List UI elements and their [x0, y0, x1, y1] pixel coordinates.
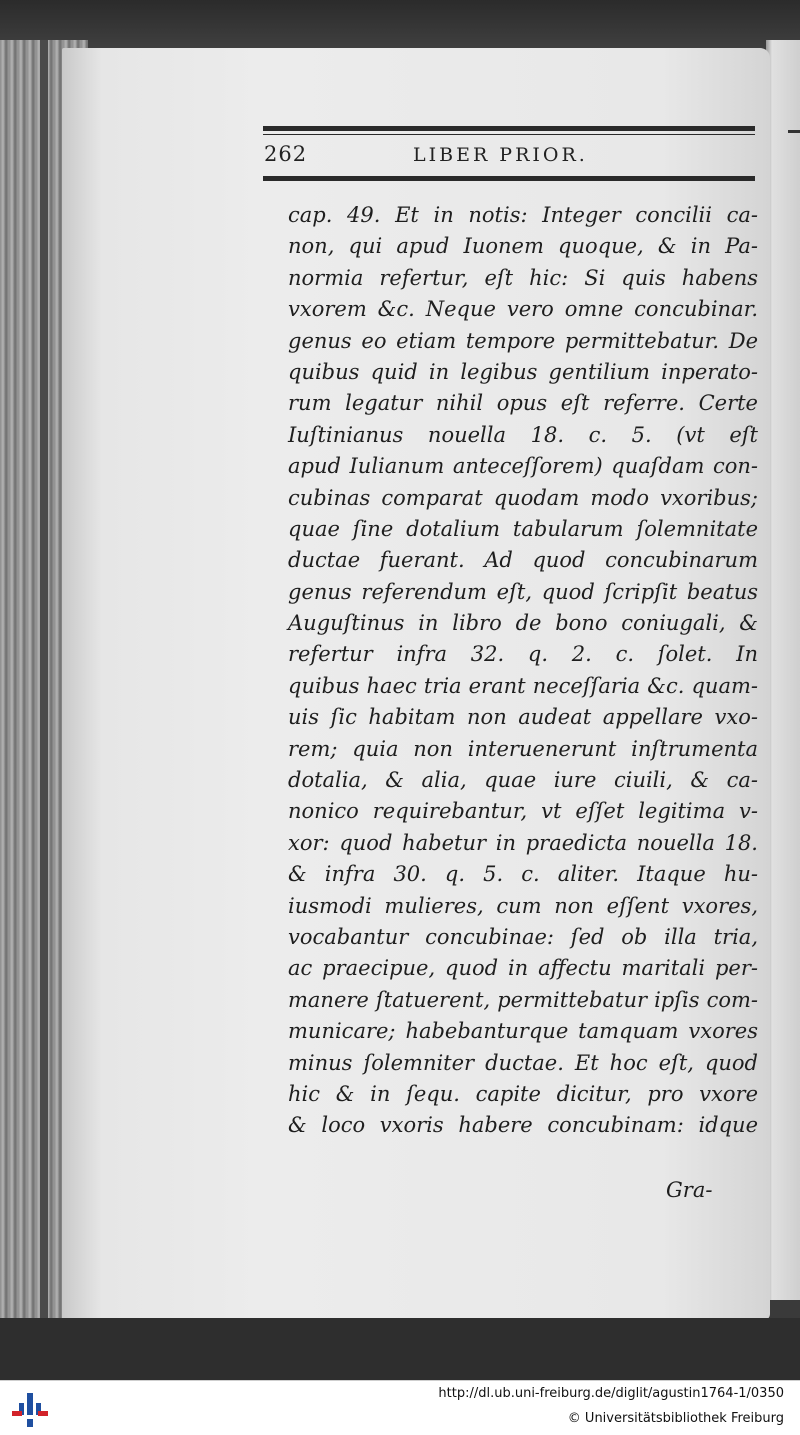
text-line: genus eo etiam tempore permittebatur. De — [288, 328, 758, 353]
text-line: normia refertur, eſt hic: Si quis habens — [288, 265, 758, 290]
text-line: vocabantur concubinae: ſed ob illa tria, — [288, 924, 758, 949]
scan-top-shadow — [0, 0, 800, 48]
body-text — [288, 200, 758, 1142]
text-line: minus ſolemniter ductae. Et hoc eſt, quod — [288, 1050, 758, 1075]
text-line: rum legatur nihil opus eſt referre. Certe — [288, 391, 758, 416]
text-line: quae ſine dotalium tabularum ſolemnitate — [288, 516, 758, 541]
text-line: manere ſtatuerent, permittebatur ipſis com- — [288, 987, 758, 1012]
ub-freiburg-logo-icon — [10, 1389, 50, 1429]
text-line: quibus quid in legibus gentilium inperato- — [288, 359, 758, 384]
text-line: non, qui apud Iuonem quoque, & in Pa- — [288, 234, 758, 259]
text-line: & infra 30. q. 5. c. aliter. Itaque hu- — [288, 862, 758, 887]
header-rule-top-thin — [263, 134, 755, 135]
text-line: refertur infra 32. q. 2. c. ſolet. In — [288, 642, 758, 667]
text-line: municare; habebanturque tamquam vxores — [288, 1019, 758, 1044]
text-line: ductae fuerant. Ad quod concubinarum — [288, 548, 758, 573]
permalink-url[interactable]: http://dl.ub.uni-freiburg.de/diglit/agustin1764-1/0350 — [438, 1386, 784, 1401]
text-line: uis ſic habitam non audeat appellare vxo- — [288, 705, 758, 730]
running-head: LIBER PRIOR. — [413, 144, 588, 166]
copyright-notice: © Universitätsbibliothek Freiburg — [567, 1411, 784, 1426]
text-line: cubinas comparat quodam modo vxoribus; — [288, 485, 758, 510]
text-line: dotalia, & alia, quae iure ciuili, & ca- — [288, 768, 758, 793]
text-line: apud Iulianum anteceſſorem) quaſdam con- — [288, 454, 758, 479]
text-line: iusmodi mulieres, cum non eſſent vxores, — [288, 893, 758, 918]
text-line: xor: quod habetur in praedicta nouella 18. — [288, 830, 758, 855]
text-line: rem; quia non interuenerunt inſtrumenta — [288, 736, 758, 761]
header-rule-top — [263, 126, 755, 131]
text-line: cap. 49. Et in notis: Integer concilii ca- — [288, 203, 758, 227]
text-line: vxorem &c. Neque vero omne concubinar. — [288, 297, 758, 322]
catchword: Gra- — [666, 1178, 713, 1202]
header-rule-bottom — [263, 176, 755, 181]
page-number: 262 — [264, 142, 308, 166]
text-line: genus referendum eſt, quod ſcripſit beatus — [288, 579, 758, 604]
text-line: hic & in ſequ. capite dicitur, pro vxore — [288, 1081, 758, 1106]
scan-bottom-shadow — [0, 1318, 800, 1380]
adjacent-page-edge — [766, 40, 800, 1300]
viewer-footer — [0, 1380, 800, 1435]
text-line: & loco vxoris habere concubinam: idque — [288, 1113, 758, 1138]
text-line: Auguſtinus in libro de bono coniugali, & — [288, 611, 758, 636]
text-line: Iuſtinianus nouella 18. c. 5. (vt eſt — [288, 422, 758, 447]
text-line: ac praecipue, quod in affectu maritali per- — [288, 956, 758, 981]
text-line: nonico requirebantur, vt eſſet legitima v- — [288, 799, 758, 824]
text-line: quibus haec tria erant neceſſaria &c. quam- — [288, 673, 758, 698]
